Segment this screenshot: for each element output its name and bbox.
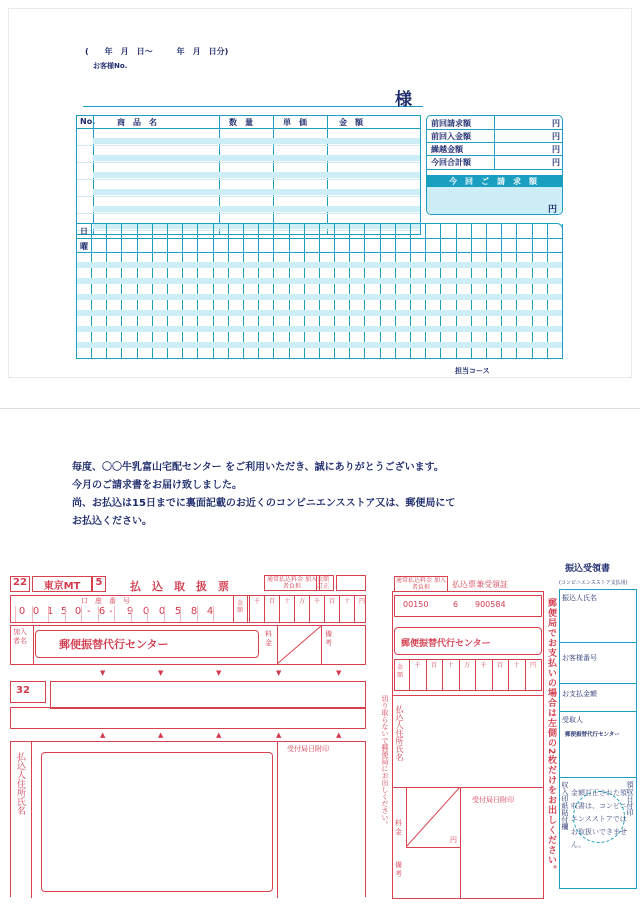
center-subscriber-name: 郵便振替代行センター: [401, 639, 491, 649]
center-amount-unit-cell: 円: [525, 660, 541, 690]
account-digit: 4: [206, 606, 214, 617]
amount-sep: [233, 596, 234, 622]
amount-unit-cell: 円: [354, 596, 369, 622]
account-cell-line: [15, 606, 16, 622]
calendar-col-line: [349, 224, 350, 358]
center-amount-unit-cell: 百: [426, 660, 442, 690]
payer-name-label: 振込人氏名: [562, 594, 597, 602]
message-line-1: 毎度、〇〇牛乳富山宅配センター をご利用いただき、誠にありがとうございます。: [72, 462, 444, 473]
calendar-col-line: [273, 224, 274, 358]
post-office-note: 郵便局でお支払いの場合は左側の2枚だけをお出しください。: [546, 598, 556, 876]
amount-unit-cell: 百: [264, 596, 279, 622]
calendar-col-line: [319, 224, 320, 358]
account-cell-line: [164, 606, 165, 622]
account-digit: 0: [18, 606, 26, 617]
summary-box: [426, 115, 563, 215]
arrow-up-icon: ▲: [100, 731, 106, 739]
calendar-stripe: [77, 294, 562, 300]
slip-office: 東京MT: [32, 576, 92, 592]
calendar-col-line: [243, 224, 244, 358]
yen-4: 円: [552, 158, 560, 167]
calendar-col-line: [380, 224, 381, 358]
col-amount: 金 額: [339, 118, 363, 127]
center-yen: 円: [450, 836, 457, 844]
account-cell-line: [98, 606, 99, 622]
amount-unit-cell: 万: [294, 596, 309, 622]
sama-label: 様: [395, 90, 412, 110]
slip-title: 払 込 取 扱 票: [130, 580, 229, 593]
calendar-col-line: [562, 224, 563, 358]
receiver-name: 郵便振替代行センター: [565, 732, 620, 738]
payment-amount-label: お支払金額: [562, 690, 597, 698]
center-amount-unit-cell: 十: [442, 660, 458, 690]
calendar-col-line: [228, 224, 229, 358]
center-amount-label: 金額: [397, 664, 404, 679]
separator: [0, 408, 640, 409]
col-product: 商 品 名: [117, 118, 157, 127]
receipt-subtitle: (コンビニエンスストア支払用): [559, 580, 628, 586]
calendar-stripe: [77, 326, 562, 332]
invoice-section: [8, 8, 632, 378]
center-account-box: [394, 595, 542, 617]
calendar-col-line: [486, 224, 487, 358]
day-label: 日: [80, 227, 88, 236]
account-digit: 1: [46, 606, 54, 617]
item-row-line: [77, 162, 420, 163]
item-table: [76, 115, 421, 235]
center-amount-unit-cell: 千: [409, 660, 425, 690]
stamp-note: 金額訂正された領収書は、コンビニエンスストアではお取扱いできません。: [571, 789, 627, 849]
calendar-col-line: [197, 224, 198, 358]
item-row-stripe: [93, 138, 420, 144]
slip-code: 22: [10, 576, 30, 592]
account-digit: 6: [98, 606, 106, 617]
calendar-col-line: [547, 224, 548, 358]
input-row-1: [50, 681, 366, 709]
slip-fee-note: 通常払込料金 加入者負担: [264, 575, 320, 591]
account-row: [10, 595, 366, 623]
calendar-col-line: [137, 224, 138, 358]
account-cell-line: [81, 606, 82, 622]
subscriber-name-box: [35, 630, 259, 658]
item-row-stripe: [93, 172, 420, 178]
center-receipt-stamp: 受付局日附印: [472, 796, 514, 804]
calendar-col-line: [121, 224, 122, 358]
account-digit: 0: [32, 606, 40, 617]
message-line-3: 尚、お払込は15日までに裏面記載のお近くのコンビニエンスストア又は、郵便局にて: [72, 498, 456, 509]
center-subscriber-box: [394, 627, 542, 655]
item-row-line: [77, 213, 420, 214]
account-cell-line: [131, 606, 132, 622]
account-cell-line: [32, 606, 33, 622]
calendar-col-line: [364, 224, 365, 358]
account-cell-line: [65, 606, 66, 622]
receiver-label: 受取人: [562, 716, 583, 724]
arrow-up-icon: ▲: [158, 731, 164, 739]
calendar-col-line: [456, 224, 457, 358]
payer-label: 払込人住所氏名: [15, 752, 25, 815]
account-digit: 8: [190, 606, 198, 617]
message-line-2: 今月のご請求書をお届け致しました。: [72, 480, 242, 491]
amount-unit-cell: 千: [249, 596, 264, 622]
item-row-stripe: [93, 189, 420, 195]
receipt-stamp-left: 受付局日附印: [287, 745, 329, 753]
slip-office-no: 5: [92, 576, 106, 592]
account-digit: 9: [126, 606, 134, 617]
calendar-row-line: [77, 238, 562, 239]
center-amount-unit-cell: 万: [459, 660, 475, 690]
input-row-2: [10, 707, 366, 729]
customer-no-label: お客様No.: [93, 62, 128, 70]
period-text: ( 年 月 日～ 年 月 日分): [85, 47, 229, 56]
center-remarks-label: 備考: [395, 861, 402, 878]
arrow-down-icon: ▼: [216, 669, 222, 677]
account-digit: 5: [60, 606, 68, 617]
prev-bill-label: 前回請求額: [431, 119, 471, 128]
subscriber-name: 郵便振替代行センター: [59, 638, 169, 651]
center-cut-note: 切り取らないで郵便局にお出しください。: [381, 695, 389, 828]
center-amount-unit-cell: 千: [475, 660, 491, 690]
account-digit: 5: [174, 606, 182, 617]
calendar-row-line: [77, 252, 562, 253]
calendar-stripe: [77, 262, 562, 268]
col-unit-price: 単 価: [283, 118, 307, 127]
calendar-col-line: [471, 224, 472, 358]
calendar-col-line: [395, 224, 396, 358]
calendar-stripe: [77, 342, 562, 348]
amount-unit-cell: 百: [324, 596, 339, 622]
center-amount-unit-cell: 十: [508, 660, 524, 690]
arrow-down-icon: ▼: [336, 669, 342, 677]
customer-name-line: [83, 106, 423, 107]
calendar-col-line: [258, 224, 259, 358]
center-fee-note: 通常払込料金 加入者負担: [394, 576, 448, 592]
center-account-last: 900584: [475, 600, 506, 609]
item-row-stripe: [93, 155, 420, 161]
slip-right: [559, 555, 637, 902]
center-account: 00150: [403, 600, 429, 609]
customer-no-label-r: お客様番号: [562, 654, 597, 662]
course-label: 担当コース: [455, 367, 490, 375]
calendar-col-line: [532, 224, 533, 358]
calendar-col-line: [334, 224, 335, 358]
arrow-up-icon: ▲: [276, 731, 282, 739]
row-32: 32: [10, 681, 46, 703]
receipt-title: 振込受領書: [565, 564, 611, 574]
calendar-col-line: [182, 224, 183, 358]
account-cell-line: [180, 606, 181, 622]
remarks-label: 備考: [325, 630, 332, 647]
stamp-label: 収入印紙貼付欄: [561, 781, 569, 830]
center-amount-row: [394, 659, 542, 691]
account-cell-line: [147, 606, 148, 622]
account-label: 口 座 番 号: [81, 597, 130, 605]
current-total-label: 今回合計額: [431, 158, 471, 167]
col-no: No.: [80, 117, 96, 126]
amount-unit-cell: 十: [279, 596, 294, 622]
calendar-col-line: [289, 224, 290, 358]
yen-1: 円: [552, 119, 560, 128]
subscriber-label: 加入者名: [13, 628, 27, 645]
account-cell-line: [48, 606, 49, 622]
slip-correction: 金額 訂正: [316, 575, 334, 591]
item-row-line: [77, 179, 420, 180]
account-cell-line: [197, 606, 198, 622]
center-payer-label: 払込人住所氏名: [395, 705, 404, 761]
account-digit: 0: [158, 606, 166, 617]
subscriber-row: [10, 625, 366, 665]
calendar-col-line: [106, 224, 107, 358]
account-digit: 0: [74, 606, 82, 617]
amount-sep: [247, 596, 248, 622]
item-row-line: [77, 145, 420, 146]
center-amount-unit-cell: 百: [492, 660, 508, 690]
account-digit: 0: [142, 606, 150, 617]
message-block: [72, 459, 455, 531]
amount-label: 金額: [237, 600, 244, 614]
arrow-down-icon: ▼: [100, 669, 106, 677]
slip-blank-box: [336, 575, 366, 591]
amount-unit-cell: 十: [339, 596, 354, 622]
slip-left: [8, 575, 372, 900]
col-qty: 数 量: [229, 118, 253, 127]
calendar-col-line: [440, 224, 441, 358]
account-cell-line: [213, 606, 214, 622]
calendar-col-line: [91, 224, 92, 358]
current-bill-yen: 円: [548, 205, 558, 215]
amount-unit-cell: 千: [309, 596, 324, 622]
payer-redacted: [55, 812, 159, 852]
prev-paid-label: 前回入金額: [431, 132, 471, 141]
receipt-date-label: 領収日付印: [626, 781, 634, 816]
account-cell-line: [114, 606, 115, 622]
calendar-col-line: [213, 224, 214, 358]
item-row-line: [77, 196, 420, 197]
fee-label: 料金: [265, 630, 272, 647]
calendar-col-line: [304, 224, 305, 358]
arrow-down-icon: ▼: [158, 669, 164, 677]
current-bill-label: 今 回 ご 請 求 額: [449, 177, 537, 186]
message-line-4: お払込ください。: [72, 516, 152, 527]
yen-2: 円: [552, 132, 560, 141]
arrow-down-icon: ▼: [276, 669, 282, 677]
calendar-stripe: [77, 278, 562, 284]
center-title: 払込票兼受領証: [452, 580, 508, 589]
payer-box: [10, 741, 366, 897]
calendar-col-line: [152, 224, 153, 358]
arrow-up-icon: ▲: [336, 731, 342, 739]
center-fee-label: 料金: [395, 819, 402, 836]
yen-3: 円: [552, 145, 560, 154]
item-row-stripe: [93, 206, 420, 212]
calendar-col-line: [501, 224, 502, 358]
account-dash: -: [87, 606, 91, 617]
calendar-col-line: [167, 224, 168, 358]
calendar-col-line: [410, 224, 411, 358]
carryover-label: 繰越金額: [431, 145, 463, 154]
calendar-col-line: [516, 224, 517, 358]
calendar-grid: [76, 223, 563, 359]
current-bill-box: [427, 175, 562, 214]
weekday-label: 曜: [80, 242, 88, 251]
calendar-stripe: [77, 310, 562, 316]
center-account-mid: 6: [453, 600, 459, 609]
calendar-col-line: [425, 224, 426, 358]
arrow-up-icon: ▲: [216, 731, 222, 739]
slip-center: [380, 555, 545, 902]
account-dash: -: [109, 606, 113, 617]
